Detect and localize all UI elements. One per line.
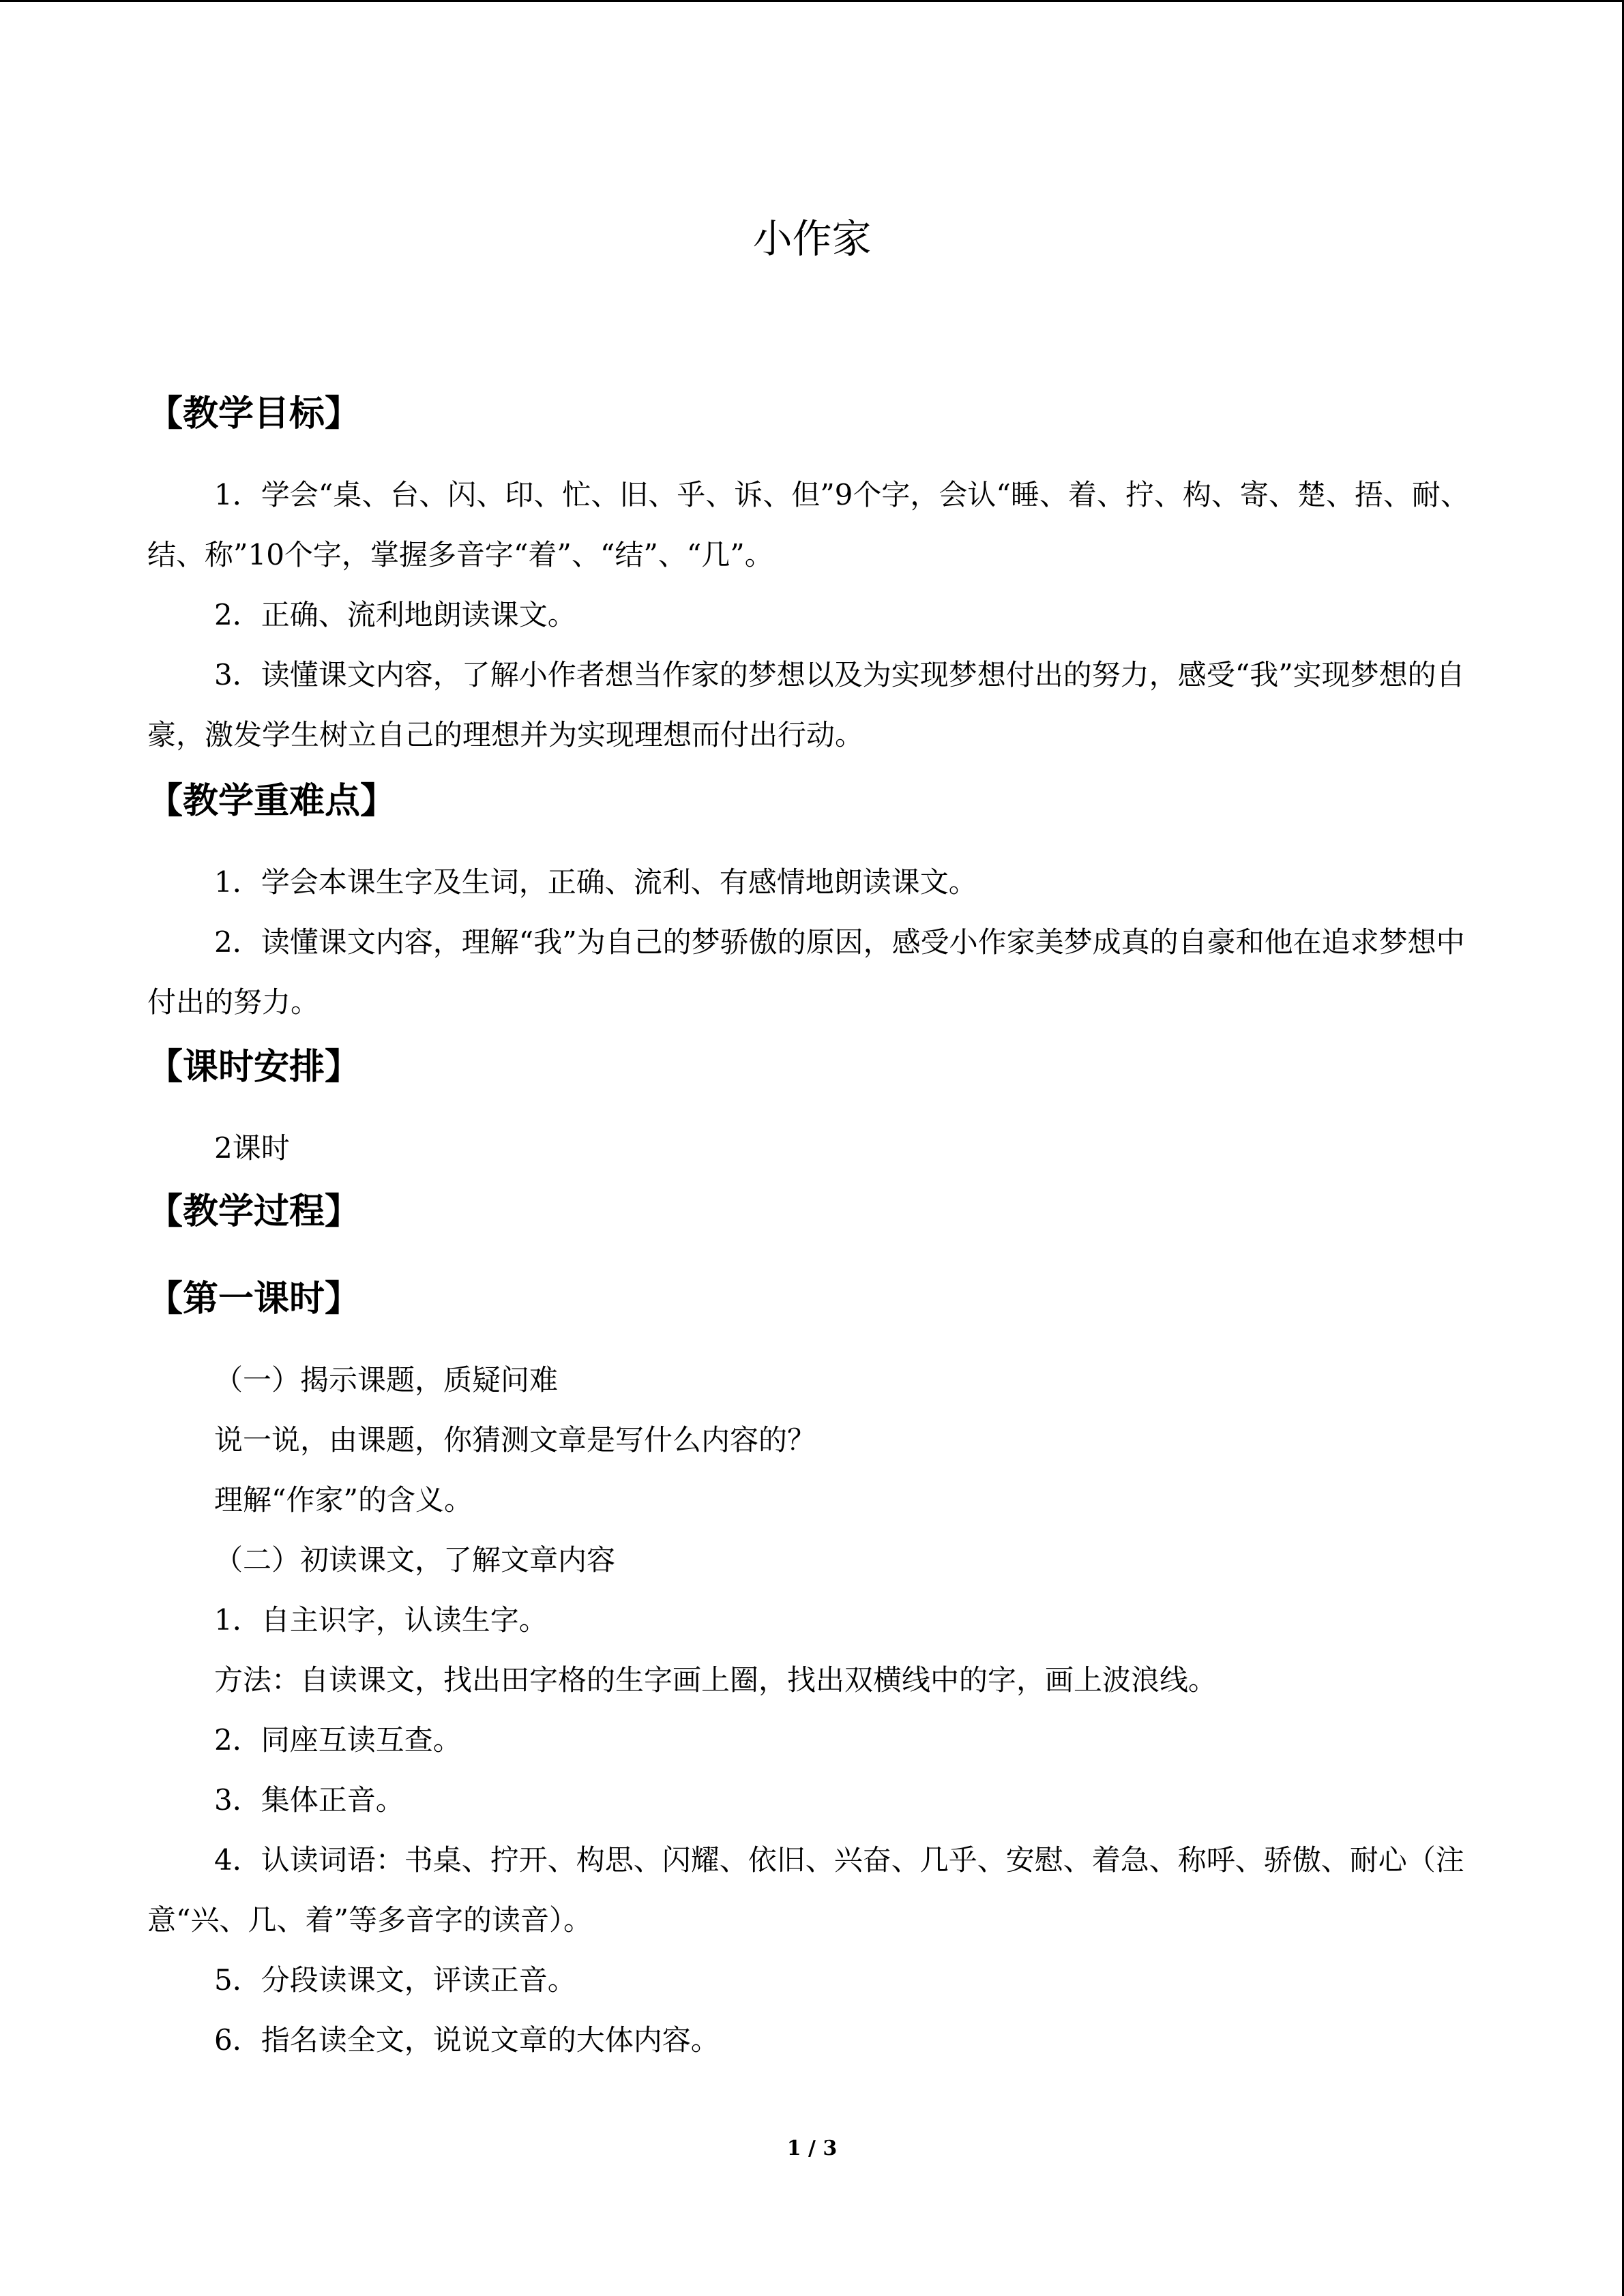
lesson1-line-3: 理解“作家”的含义。 <box>214 1483 473 1517</box>
key-point-item-1: 1．学会本课生字及生词，正确、流利、有感情地朗读课文。 <box>214 865 977 899</box>
lesson1-line-4: （二）初读课文，了解文章内容 <box>214 1543 616 1577</box>
objective-item-2: 2．正确、流利地朗读课文。 <box>214 598 576 631</box>
lesson1-line-8: 3．集体正音。 <box>214 1783 404 1817</box>
lesson1-line-5: 1．自主识字，认读生字。 <box>214 1603 548 1637</box>
key-point-item-2: 2．读懂课文内容，理解“我”为自己的梦骄傲的原因，感受小作家美梦成真的自豪和他在追求梦想中付出的努力。 <box>147 925 1465 1019</box>
heading-objectives: 【教学目标】 <box>147 393 361 434</box>
lesson1-line-2: 说一说，由课题，你猜测文章是写什么内容的？ <box>214 1423 816 1457</box>
document-title: 小作家 <box>752 215 872 262</box>
schedule-text: 2课时 <box>214 1131 290 1165</box>
heading-lesson1: 【第一课时】 <box>147 1279 361 1320</box>
lesson1-line-7: 2．同座互读互查。 <box>214 1723 462 1757</box>
page-border-top <box>0 0 1624 2</box>
lesson1-line-6: 方法：自读课文，找出田字格的生字画上圈，找出双横线中的字，画上波浪线。 <box>214 1663 1217 1697</box>
lesson1-line-1: （一）揭示课题，质疑问难 <box>214 1363 559 1397</box>
objective-item-1: 1．学会“桌、台、闪、印、忙、旧、乎、诉、但”9个字，会认“睡、着、拧、构、寄、楚、捂、耐、结、称”10个字，掌握多音字“着”、“结”、“几”。 <box>147 478 1469 571</box>
heading-process: 【教学过程】 <box>147 1191 361 1232</box>
heading-key-points: 【教学重难点】 <box>147 781 396 822</box>
lesson1-vocab: 4．认读词语：书桌、拧开、构思、闪耀、依旧、兴奋、几乎、安慰、着急、称呼、骄傲、耐心（注意“兴、几、着”等多音字的读音）。 <box>147 1843 1464 1937</box>
lesson1-line-9: 5．分段读课文，评读正音。 <box>214 1963 576 1997</box>
page-number: 1 / 3 <box>786 2136 838 2160</box>
lesson1-line-10: 6．指名读全文，说说文章的大体内容。 <box>214 2023 720 2057</box>
heading-schedule: 【课时安排】 <box>147 1047 361 1088</box>
objective-item-3: 3．读懂课文内容，了解小作者想当作家的梦想以及为实现梦想付出的努力，感受“我”实现梦想的自豪，激发学生树立自己的理想并为实现理想而付出行动。 <box>147 658 1465 751</box>
